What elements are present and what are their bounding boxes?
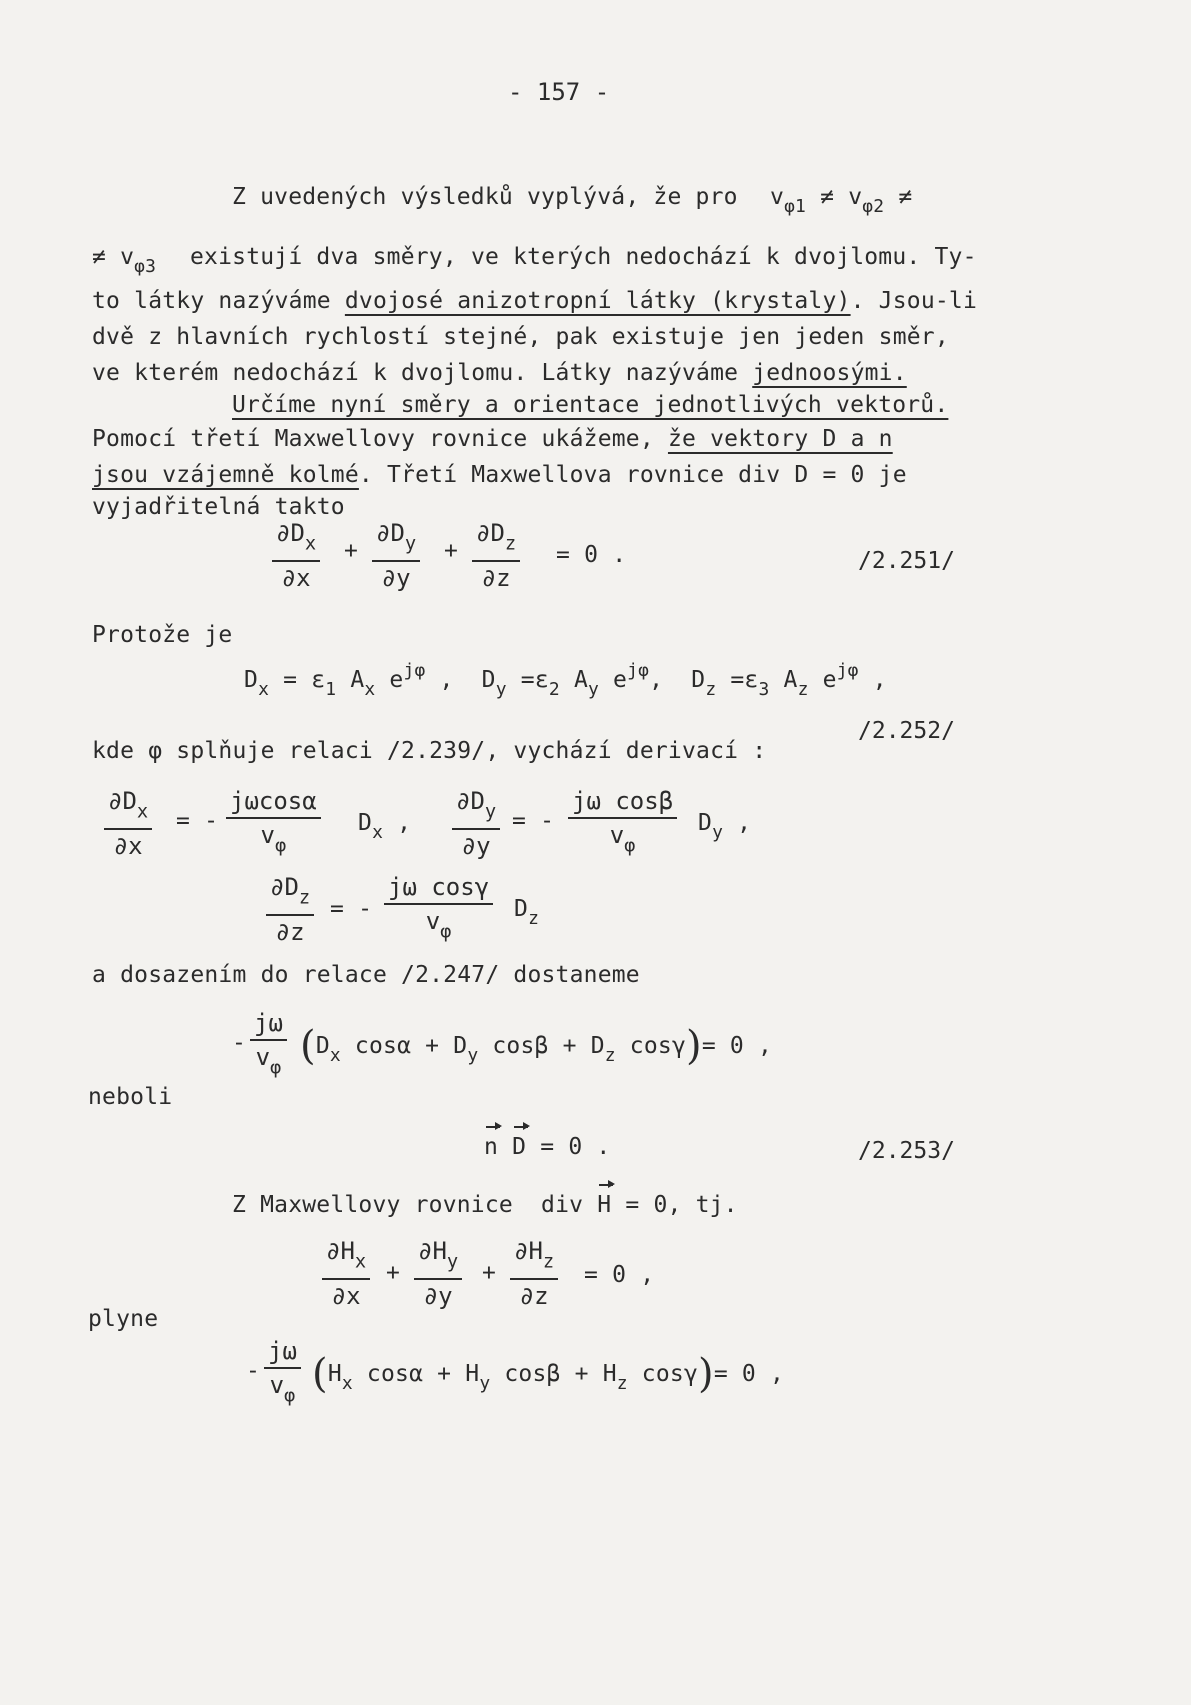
text-plyne: plyne [88,1306,159,1332]
text-line-4: dvě z hlavních rychlostí stejné, pak existuje jen jeden směr, [92,324,949,350]
fraction-dDy-dy: $\partial D_y$ ∂y [372,518,420,593]
equals-minus: = - [176,808,219,834]
fraction-dDz-dz: $\partial D_z$ ∂z [472,518,520,593]
text-line-7a: Pomocí třetí Maxwellovy rovnice ukážeme, [92,426,654,452]
text-line-2: existují dva směry, ve kterých nedochází k dvojlomu. Ty- [190,244,977,270]
term-Dx: $D_x$ , [358,810,412,844]
cos-sum-H: ($H_x$ $\cos\alpha + H_y$ $\cos\beta + H_z$ cosγ)= 0 , [312,1351,785,1397]
fraction-dDx-dx: $\partial D_x$ ∂x [272,518,320,593]
equals-minus: = - [330,896,373,922]
fraction-jw-vphi: jω $v_\varphi$ [250,1008,287,1083]
text-line-8b: . Třetí Maxwellova rovnice div D = 0 je [358,462,907,488]
fraction-dHy-dy: $\partial H_y$ ∂y [414,1236,462,1311]
text-line-3 [92,288,977,314]
term-uniaxial: jednoosými. [752,360,907,386]
text-line-6: Určíme nyní směry a orientace jednotlivých vektorů. [232,392,949,418]
fraction-dDx-dx-2: $\partial D_x$ ∂x [104,786,152,861]
fraction-jw-cos-beta: jω cosβ $v_\varphi$ [568,786,677,861]
equation-label-2-253: /2.253/ [858,1138,955,1164]
term-perpendicular: jsou vzájemně kolmé [92,462,359,488]
equation-2-253: n D = 0 . [484,1134,611,1160]
term-Dy: $D_y$ , [698,810,752,844]
text-z-maxwellovy: Z Maxwellovy rovnice div H = 0, tj. [232,1192,738,1218]
fraction-dDz-dz-2: $\partial D_z$ ∂z [266,872,314,947]
text-kde: kde φ splňuje relaci /2.239/, vychází derivací : [92,738,767,764]
equation-label-2-251: /2.251/ [858,548,955,574]
text-line-3b: . Jsou-li [850,288,978,314]
text-neboli: neboli [88,1084,173,1110]
term-vectors: že vektory D a n [667,426,893,452]
term-biaxial: dvojosé anizotropní látky (krystaly) [344,288,851,314]
plus-sign: + [386,1260,401,1286]
equals-minus: = - [512,808,555,834]
text-line-3a: to látky nazýváme [92,288,331,314]
velocity-inequality: $v_{\varphi 1} \ne v_{\varphi 2}$ ≠ [770,184,913,218]
fraction-jw-cos-alpha: jωcosα $v_\varphi$ [226,786,321,861]
term-Dz: $D_z$ [514,896,540,930]
equation-2-251-tail: = 0 . [556,542,627,568]
text-line-8 [92,462,907,488]
text-protoze: Protože je [92,622,233,648]
equation-2-252: $D_x = \varepsilon_1$ $A_x$ $e^{j\varphi}$ , $D_y =\varepsilon_2$ $A_y$ $e^{j\varphi}$, $D_z =\varepsilon_3$ $A_z$ $e^{j\varphi}$ , [244,660,887,700]
text-line-7 [92,426,893,452]
plus-sign: + [444,538,459,564]
text-line-5 [92,360,907,386]
plus-sign: + [344,538,359,564]
page-number: - 157 - [508,78,610,106]
text-line-9: vyjadřitelná takto [92,494,345,520]
minus-sign: - [232,1030,247,1056]
fraction-dHx-dx: $\partial H_x$ ∂x [322,1236,370,1311]
minus-sign: - [246,1358,261,1384]
fraction-jw-cos-gamma: jω cosγ $v_\varphi$ [384,872,493,947]
text-line-5a: ve kterém nedochází k dvojlomu. Látky nazýváme [92,360,739,386]
fraction-dDy-dy-2: $\partial D_y$ ∂y [452,786,500,861]
plus-sign: + [482,1260,497,1286]
text-line-1: Z uvedených výsledků vyplývá, že pro [232,184,738,210]
velocity-phi3: ≠ $v_{\varphi 3}$ [92,244,157,278]
text-dosazenim: a dosazením do relace /2.247/ dostaneme [92,962,640,988]
h-divergence-tail: = 0 , [584,1262,655,1288]
equation-label-2-252: /2.252/ [858,718,955,744]
cos-sum-D: ($D_x$ $\cos\alpha + D_y$ $\cos\beta + D_z$ cosγ)= 0 , [300,1023,773,1069]
fraction-jw-vphi-2: jω $v_\varphi$ [264,1336,301,1411]
fraction-dHz-dz: $\partial H_z$ ∂z [510,1236,558,1311]
